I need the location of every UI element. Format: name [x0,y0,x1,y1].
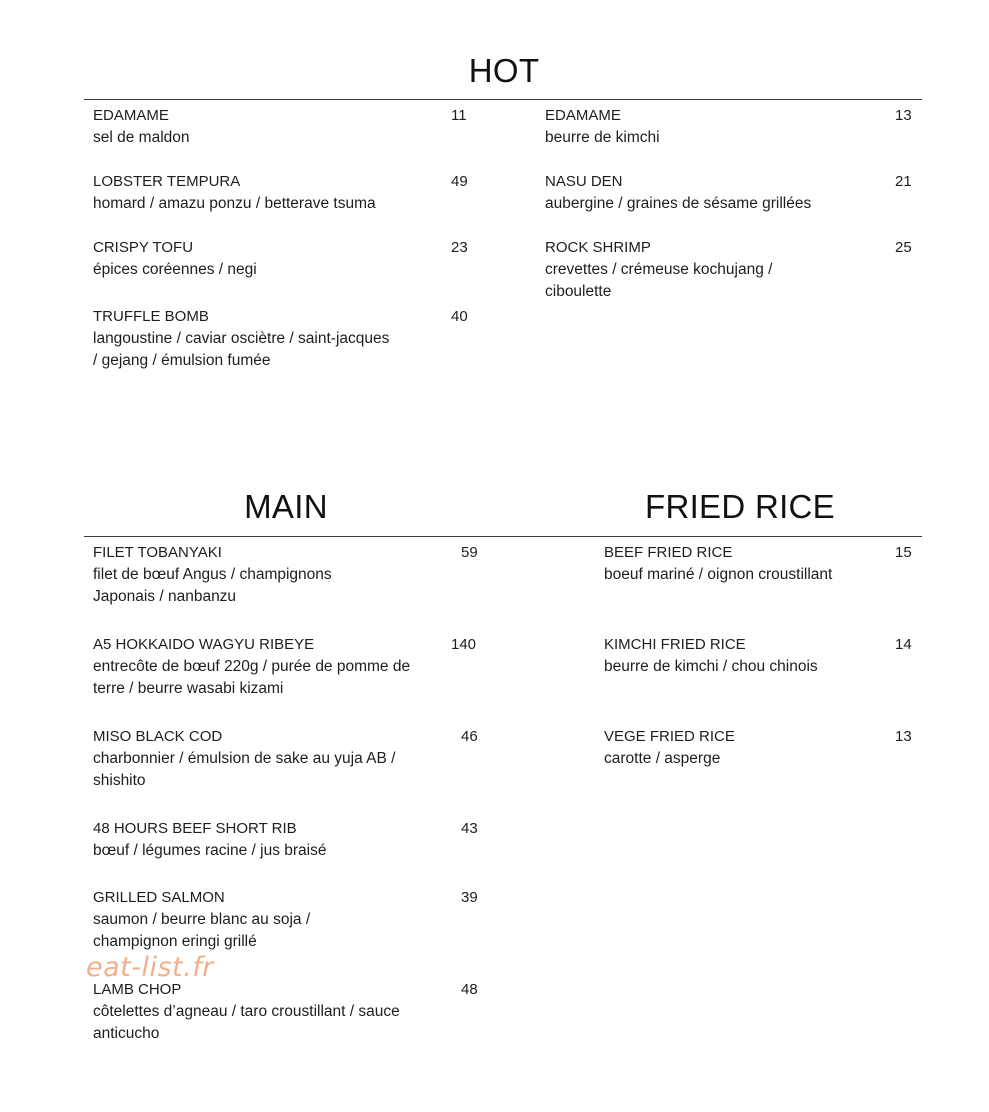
item-price: 59 [461,544,478,561]
item-price: 43 [461,820,478,837]
item-description: boeuf mariné / oignon croustillant [604,566,833,583]
item-price: 23 [451,239,468,256]
menu-item [545,237,920,303]
item-description: homard / amazu ponzu / betterave tsuma [93,195,376,212]
menu-item [545,105,920,149]
item-description: beurre de kimchi / chou chinois [604,658,818,675]
item-price: 15 [895,544,912,561]
menu-item [93,818,493,862]
item-price: 48 [461,981,478,998]
item-price: 13 [895,107,912,124]
item-name: CRISPY TOFU [93,239,194,256]
item-name: A5 HOKKAIDO WAGYU RIBEYE [93,636,315,653]
item-price: 25 [895,239,912,256]
menu-item [604,726,920,770]
item-description: sel de maldon [93,129,190,146]
item-name: EDAMAME [93,107,169,124]
item-price: 49 [451,173,468,190]
menu-item [93,306,473,372]
item-name: NASU DEN [545,173,623,190]
item-name: 48 HOURS BEEF SHORT RIB [93,820,297,837]
item-description: langoustine / caviar osciètre / saint-jacques / gejang / émulsion fumée [93,330,390,369]
menu-item [93,979,493,1045]
item-description: épices coréennes / negi [93,261,257,278]
menu-item [93,105,473,149]
item-description: beurre de kimchi [545,129,660,146]
hot-heading: HOT [468,52,540,89]
item-name: VEGE FRIED RICE [604,728,735,745]
item-price: 40 [451,308,468,325]
item-description: aubergine / graines de sésame grillées [545,195,812,212]
item-name: BEEF FRIED RICE [604,544,733,561]
item-price: 21 [895,173,912,190]
menu-item [93,726,493,792]
menu-item [93,171,473,215]
main-divider [84,536,922,537]
item-description: saumon / beurre blanc au soja / champignon eringi grillé [93,911,311,950]
watermark-text: eat-list.fr [86,952,214,983]
item-price: 140 [451,636,477,653]
item-description: côtelettes d’agneau / taro croustillant / sauce anticucho [93,1003,400,1042]
item-price: 14 [895,636,912,653]
item-name: MISO BLACK COD [93,728,223,745]
menu-item [93,237,473,281]
fried-rice-heading: FRIED RICE [644,488,835,525]
item-description: crevettes / crémeuse kochujang / ciboulette [545,261,773,300]
item-price: 46 [461,728,478,745]
item-name: GRILLED SALMON [93,889,225,906]
item-price: 39 [461,889,478,906]
item-description: filet de bœuf Angus / champignons Japonais / nanbanzu [93,566,332,605]
item-description: carotte / asperge [604,750,721,767]
item-description: bœuf / légumes racine / jus braisé [93,842,327,859]
item-price: 11 [451,107,467,124]
menu-item [93,634,493,700]
menu-item [545,171,920,215]
item-name: LAMB CHOP [93,981,182,998]
item-name: KIMCHI FRIED RICE [604,636,746,653]
item-name: LOBSTER TEMPURA [93,173,241,190]
menu-item [93,542,493,608]
item-name: EDAMAME [545,107,621,124]
item-price: 13 [895,728,912,745]
item-name: TRUFFLE BOMB [93,308,209,325]
menu-item [604,634,920,678]
item-name: ROCK SHRIMP [545,239,651,256]
item-description: charbonnier / émulsion de sake au yuja AB / shishito [93,750,396,789]
item-description: entrecôte de bœuf 220g / purée de pomme de terre / beurre wasabi kizami [93,658,411,697]
main-heading: MAIN [244,488,328,525]
item-name: FILET TOBANYAKI [93,544,222,561]
hot-divider [84,99,922,100]
menu-item [93,887,493,953]
menu-item [604,542,920,586]
